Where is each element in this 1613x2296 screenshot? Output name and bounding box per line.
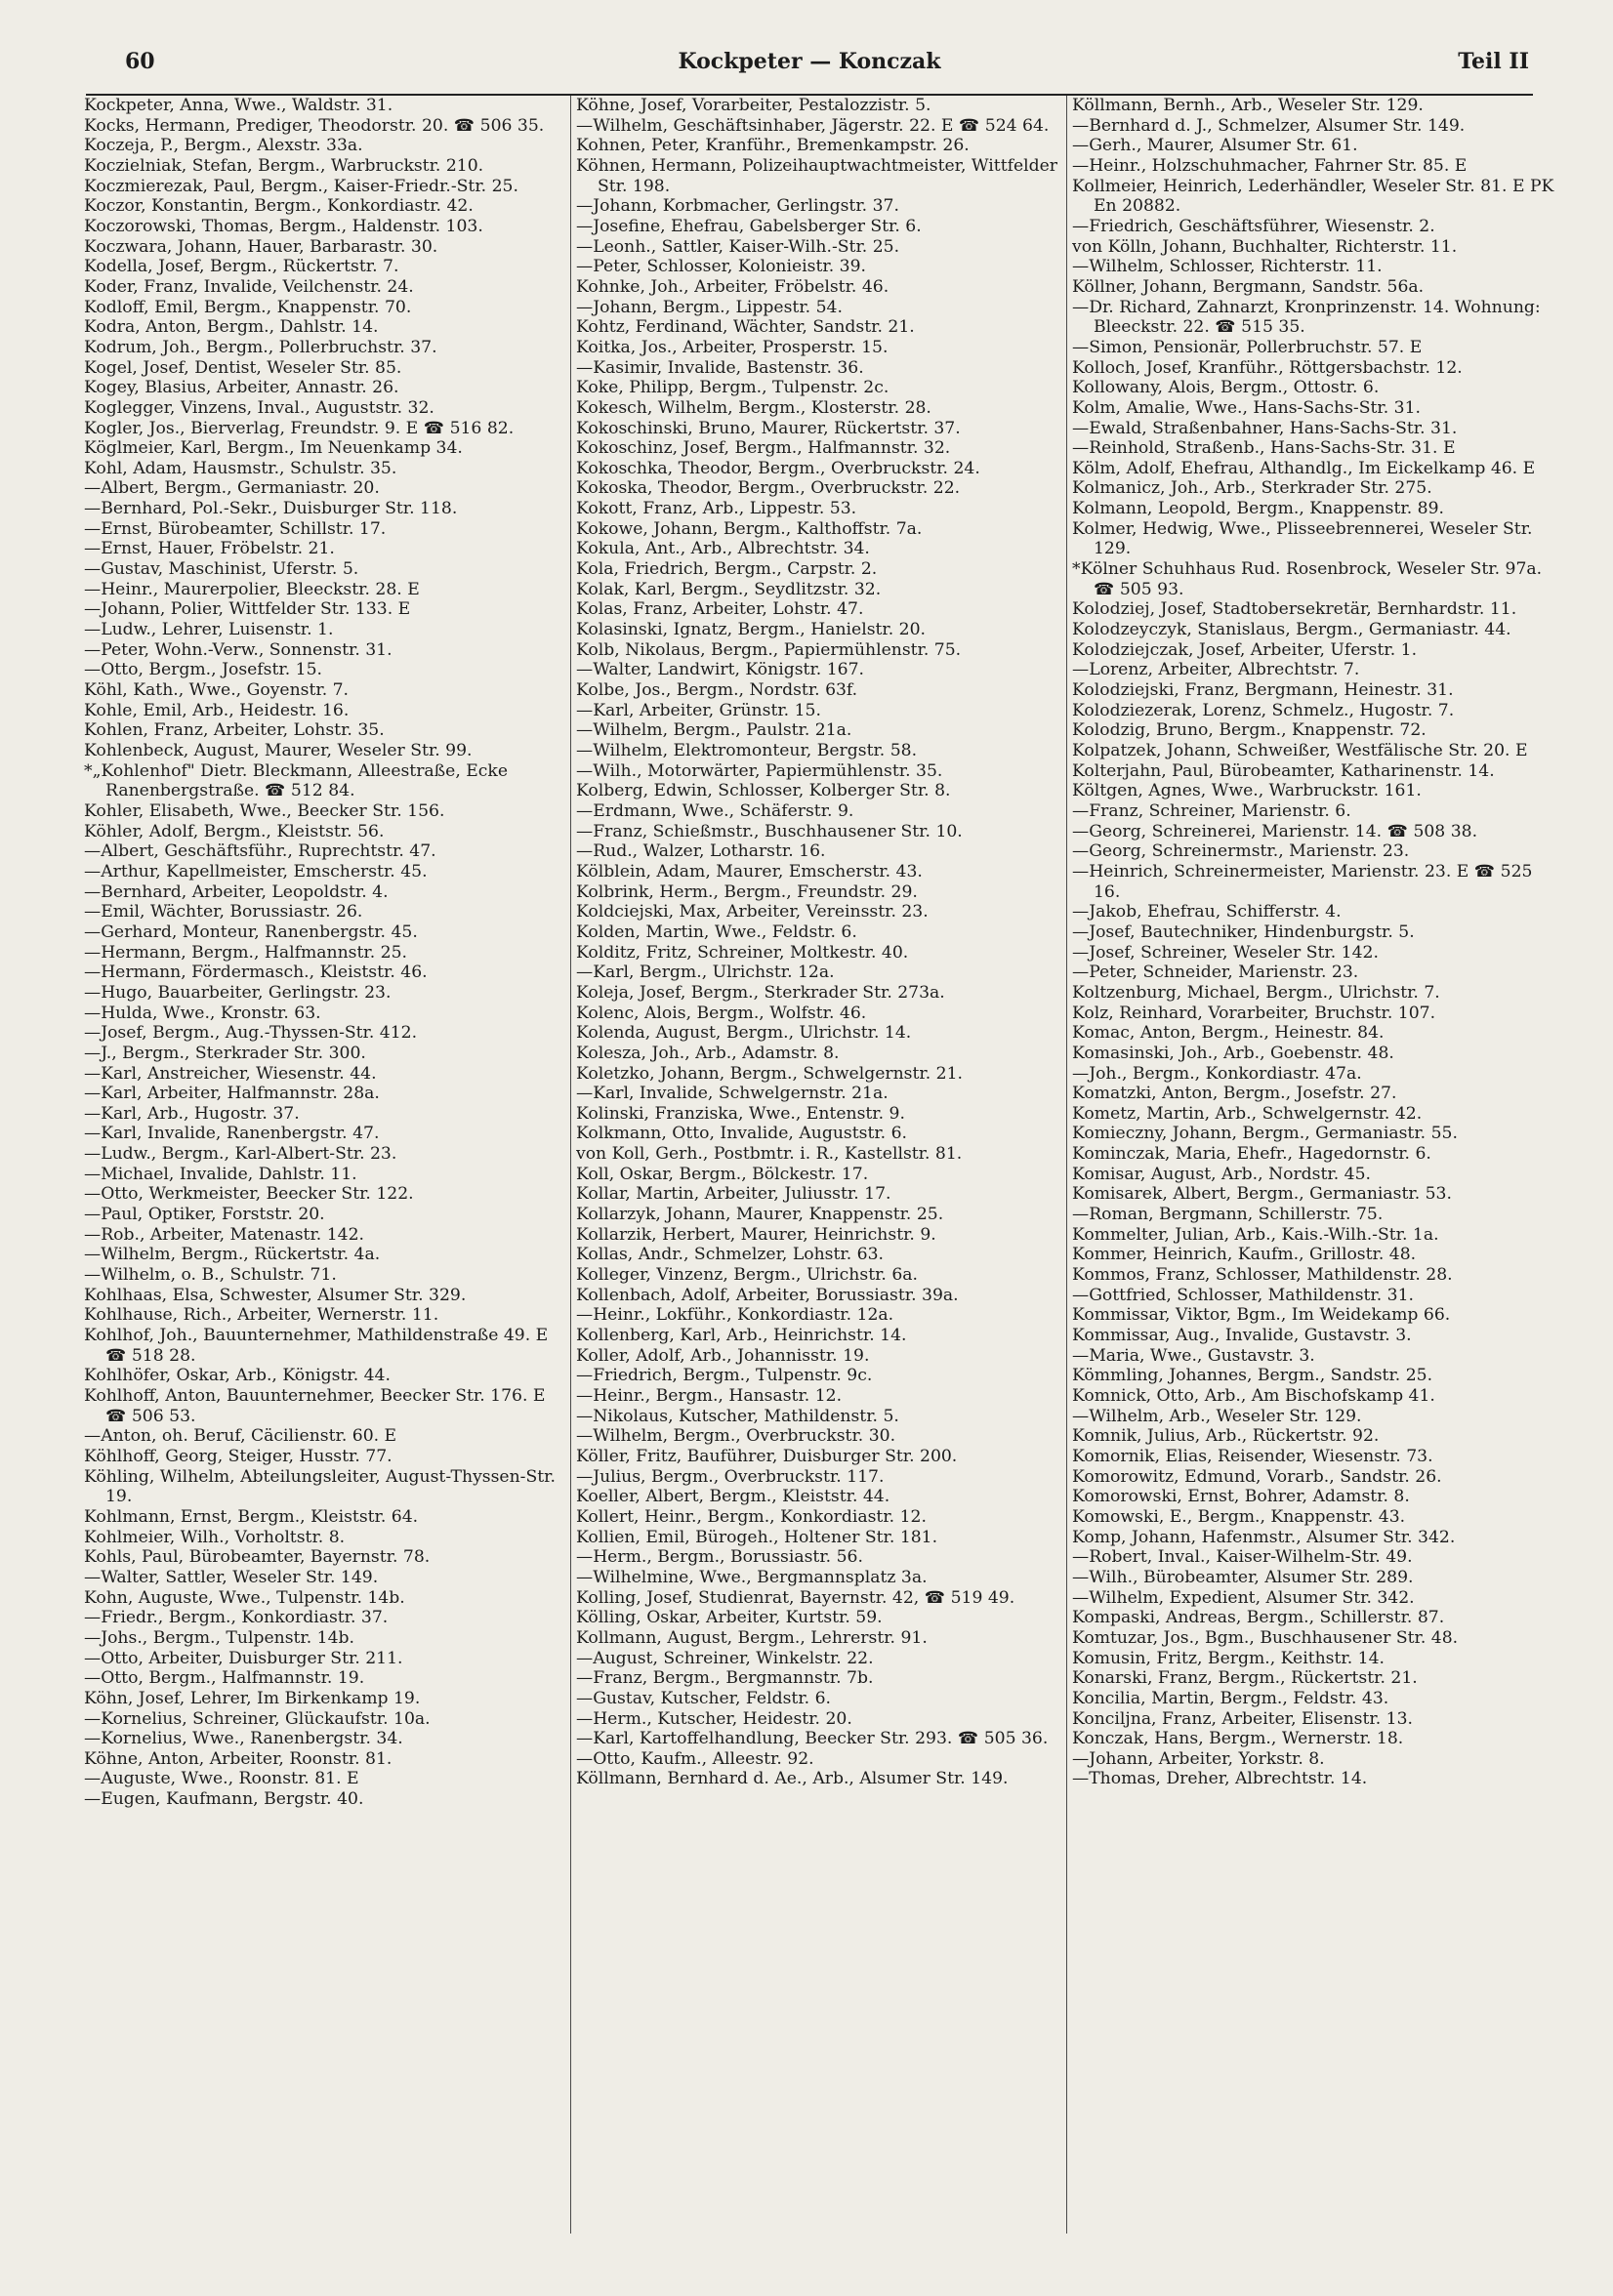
- directory-entry: —Bernhard d. J., Schmelzer, Alsumer Str. 149.: [1072, 115, 1466, 136]
- directory-entry: —Wilhelm, Elektromonteur, Bergstr. 58.: [576, 741, 918, 760]
- directory-entry: —Wilhelm, Bergm., Overbruckstr. 30.: [576, 1426, 896, 1447]
- directory-entry: —Wilhelm, Bergm., Rückertstr. 4a.: [84, 1245, 381, 1265]
- directory-entry: Kolenda, August, Bergm., Ulrichstr. 14.: [576, 1023, 912, 1044]
- directory-entry: Kohlhöfer, Oskar, Arb., Königstr. 44.: [84, 1366, 391, 1386]
- directory-entry: —Maria, Wwe., Gustavstr. 3.: [1072, 1345, 1315, 1366]
- directory-entry: Koczor, Konstantin, Bergm., Konkordiastr. 42.: [84, 196, 474, 217]
- directory-entry: —Herm., Kutscher, Heidestr. 20.: [576, 1708, 852, 1729]
- directory-entry: —Ewald, Straßenbahner, Hans-Sachs-Str. 31.: [1072, 418, 1458, 438]
- directory-entry: Kommissar, Aug., Invalide, Gustavstr. 3.: [1072, 1326, 1412, 1346]
- directory-entry: —Gerh., Maurer, Alsumer Str. 61.: [1072, 136, 1358, 156]
- directory-entry: Kolodziejczak, Josef, Arbeiter, Uferstr. 1.: [1072, 639, 1418, 660]
- directory-entry: —Simon, Pensionär, Pollerbruchstr. 57. E: [1072, 337, 1423, 357]
- directory-entry: —Heinrich, Schreinermeister, Marienstr. 23. E ☎ 525 16.: [1072, 861, 1533, 902]
- directory-entry: Kolditz, Fritz, Schreiner, Moltkestr. 40.: [576, 942, 909, 963]
- directory-entry: Kohnke, Joh., Arbeiter, Fröbelstr. 46.: [576, 276, 889, 297]
- directory-entry: —Otto, Kaufm., Alleestr. 92.: [576, 1748, 814, 1769]
- directory-entry: Kommissar, Viktor, Bgm., Im Weidekamp 66.: [1072, 1305, 1451, 1326]
- directory-entry: Köhlhoff, Georg, Steiger, Husstr. 77.: [84, 1446, 393, 1466]
- directory-entry: Komornik, Elias, Reisender, Wiesenstr. 73.: [1072, 1446, 1433, 1466]
- directory-entry: Koder, Franz, Invalide, Veilchenstr. 24.: [84, 276, 414, 297]
- part-label: Teil II: [1458, 49, 1529, 74]
- directory-entry: —Heinr., Bergm., Hansastr. 12.: [576, 1386, 843, 1406]
- directory-entry: Komowski, E., Bergm., Knappenstr. 43.: [1072, 1506, 1406, 1527]
- directory-entry: —Gerhard, Monteur, Ranenbergstr. 45.: [84, 922, 418, 942]
- directory-entry: Kolbe, Jos., Bergm., Nordstr. 63f.: [576, 680, 858, 701]
- directory-entry: Komorowitz, Edmund, Vorarb., Sandstr. 26.: [1072, 1466, 1442, 1487]
- directory-entry: Kollenbach, Adolf, Arbeiter, Borussiastr. 39a.: [576, 1285, 959, 1305]
- directory-entry: —Josef, Schreiner, Weseler Str. 142.: [1072, 942, 1379, 963]
- directory-entry: —Karl, Invalide, Ranenbergstr. 47.: [84, 1124, 380, 1144]
- directory-entry: Kolpatzek, Johann, Schweißer, Westfälische Str. 20. E: [1072, 741, 1528, 760]
- directory-entry: —Otto, Arbeiter, Duisburger Str. 211.: [84, 1648, 403, 1668]
- directory-entry: —Josef, Bergm., Aug.-Thyssen-Str. 412.: [84, 1023, 418, 1044]
- directory-entry: Kokoschka, Theodor, Bergm., Overbruckstr. 24.: [576, 458, 980, 478]
- directory-entry: Kokoschinz, Josef, Bergm., Halfmannstr. 32.: [576, 438, 951, 459]
- directory-entry: —Otto, Werkmeister, Beecker Str. 122.: [84, 1184, 414, 1205]
- directory-entry: Kolodziezerak, Lorenz, Schmelz., Hugostr. 7.: [1072, 700, 1455, 720]
- directory-entry: —Jakob, Ehefrau, Schifferstr. 4.: [1072, 902, 1342, 922]
- directory-entry: Kohlhof, Joh., Bauunternehmer, Mathildenstraße 49. E ☎ 518 28.: [84, 1326, 549, 1366]
- directory-entry: Kölm, Adolf, Ehefrau, Althandlg., Im Eickelkamp 46. E: [1072, 458, 1536, 478]
- directory-entry: Koczielniak, Stefan, Bergm., Warbruckstr. 210.: [84, 155, 484, 176]
- directory-entry: Köhne, Josef, Vorarbeiter, Pestalozzistr. 5.: [576, 96, 931, 115]
- directory-entry: Kokoschinski, Bruno, Maurer, Rückertstr. 37.: [576, 418, 961, 438]
- directory-entry: Kogey, Blasius, Arbeiter, Annastr. 26.: [84, 378, 399, 398]
- directory-entry: —Kasimir, Invalide, Bastenstr. 36.: [576, 357, 864, 378]
- directory-entry: Kohlhoff, Anton, Bauunternehmer, Beecker Str. 176. E ☎ 506 53.: [84, 1386, 546, 1426]
- directory-entry: —Karl, Kartoffelhandlung, Beecker Str. 293. ☎ 505 36.: [576, 1729, 1049, 1749]
- directory-entry: —Arthur, Kapellmeister, Emscherstr. 45.: [84, 861, 428, 882]
- directory-entry: Komorowski, Ernst, Bohrer, Adamstr. 8.: [1072, 1487, 1410, 1507]
- directory-entry: Kohnen, Peter, Kranführ., Bremenkampstr. 26.: [576, 136, 970, 156]
- directory-entry: —Wilhelm, o. B., Schulstr. 71.: [84, 1265, 337, 1286]
- directory-entry: Kohls, Paul, Bürobeamter, Bayernstr. 78.: [84, 1547, 431, 1568]
- directory-entry: —Leonh., Sattler, Kaiser-Wilh.-Str. 25.: [576, 236, 900, 257]
- directory-entry: Kodra, Anton, Bergm., Dahlstr. 14.: [84, 317, 379, 338]
- directory-entry: Komusin, Fritz, Bergm., Keithstr. 14.: [1072, 1648, 1385, 1668]
- directory-entry: Köllmann, Bernh., Arb., Weseler Str. 129.: [1072, 96, 1424, 115]
- directory-entry: —Ludw., Lehrer, Luisenstr. 1.: [84, 620, 334, 640]
- directory-entry: Komac, Anton, Bergm., Heinestr. 84.: [1072, 1023, 1385, 1044]
- directory-entry: —Friedr., Bergm., Konkordiastr. 37.: [84, 1608, 389, 1628]
- directory-entry: Kohle, Emil, Arb., Heidestr. 16.: [84, 700, 350, 720]
- directory-entry: Kokowe, Johann, Bergm., Kalthoffstr. 7a.: [576, 518, 923, 539]
- directory-entry: Kollert, Heinr., Bergm., Konkordiastr. 12.: [576, 1506, 927, 1527]
- directory-entry: Kolodzeyczyk, Stanislaus, Bergm., Germaniastr. 44.: [1072, 620, 1511, 640]
- directory-entry: Kollmann, August, Bergm., Lehrerstr. 91.: [576, 1627, 928, 1648]
- directory-entry: —Friedrich, Geschäftsführer, Wiesenstr. 2.: [1072, 216, 1435, 236]
- directory-entry: —Johann, Korbmacher, Gerlingstr. 37.: [576, 196, 899, 217]
- directory-entry: Kodloff, Emil, Bergm., Knappenstr. 70.: [84, 297, 412, 317]
- directory-entry: Komp, Johann, Hafenmstr., Alsumer Str. 342.: [1072, 1527, 1456, 1547]
- directory-entry: Kolasinski, Ignatz, Bergm., Hanielstr. 20.: [576, 620, 927, 640]
- directory-entry: —Johann, Arbeiter, Yorkstr. 8.: [1072, 1748, 1325, 1769]
- directory-entry: Kolodziejski, Franz, Bergmann, Heinestr. 31.: [1072, 680, 1454, 701]
- directory-entry: —Rob., Arbeiter, Matenastr. 142.: [84, 1224, 364, 1245]
- directory-entry: Komasinski, Joh., Arb., Goebenstr. 48.: [1072, 1043, 1394, 1063]
- directory-entry: —August, Schreiner, Winkelstr. 22.: [576, 1648, 874, 1668]
- directory-entry: —Gustav, Kutscher, Feldstr. 6.: [576, 1688, 831, 1708]
- directory-entry: Koller, Adolf, Arb., Johannisstr. 19.: [576, 1345, 870, 1366]
- directory-entry: Költgen, Agnes, Wwe., Warbruckstr. 161.: [1072, 781, 1422, 801]
- directory-entry: Koczeja, P., Bergm., Alexstr. 33a.: [84, 136, 363, 156]
- directory-entry: —Karl, Anstreicher, Wiesenstr. 44.: [84, 1063, 377, 1084]
- directory-entry: Koleja, Josef, Bergm., Sterkrader Str. 273a.: [576, 982, 945, 1003]
- directory-entry: Kolb, Nikolaus, Bergm., Papiermühlenstr. 75.: [576, 639, 962, 660]
- directory-entry: —Karl, Arbeiter, Halfmannstr. 28a.: [84, 1084, 380, 1104]
- directory-entry: —Walter, Landwirt, Königstr. 167.: [576, 660, 864, 680]
- directory-entry: Komisar, August, Arb., Nordstr. 45.: [1072, 1164, 1371, 1184]
- directory-entry: —Josefine, Ehefrau, Gabelsberger Str. 6.: [576, 216, 922, 236]
- directory-entry: Kolas, Franz, Arbeiter, Lohstr. 47.: [576, 599, 864, 620]
- directory-entry: —Nikolaus, Kutscher, Mathildenstr. 5.: [576, 1406, 899, 1426]
- directory-entry: —Eugen, Kaufmann, Bergstr. 40.: [84, 1789, 364, 1810]
- directory-entry: —Wilhelm, Schlosser, Richterstr. 11.: [1072, 257, 1383, 277]
- directory-entry: Koltzenburg, Michael, Bergm., Ulrichstr. 7.: [1072, 982, 1440, 1003]
- directory-entry: Köglmeier, Karl, Bergm., Im Neuenkamp 34.: [84, 438, 463, 459]
- directory-entry: Kolodziej, Josef, Stadtobersekretär, Bernhardstr. 11.: [1072, 599, 1517, 620]
- directory-entry: Komisarek, Albert, Bergm., Germaniastr. 53.: [1072, 1184, 1452, 1205]
- directory-entry: von Koll, Gerh., Postbmtr. i. R., Kastellstr. 81.: [576, 1144, 963, 1165]
- directory-entry: Kolinski, Franziska, Wwe., Entenstr. 9.: [576, 1103, 905, 1124]
- directory-entry: Kolden, Martin, Wwe., Feldstr. 6.: [576, 922, 857, 942]
- directory-entry: Kohlhause, Rich., Arbeiter, Wernerstr. 11.: [84, 1305, 439, 1326]
- directory-entry: Kommer, Heinrich, Kaufm., Grillostr. 48.: [1072, 1245, 1417, 1265]
- directory-entry: —Georg, Schreinerei, Marienstr. 14. ☎ 508 38.: [1072, 821, 1478, 841]
- directory-entry: Kolz, Reinhard, Vorarbeiter, Bruchstr. 107.: [1072, 1003, 1436, 1023]
- directory-entry: —Georg, Schreinermstr., Marienstr. 23.: [1072, 841, 1410, 862]
- directory-entry: Kollarzyk, Johann, Maurer, Knappenstr. 25.: [576, 1205, 944, 1225]
- directory-entry: Köhne, Anton, Arbeiter, Roonstr. 81.: [84, 1748, 393, 1769]
- directory-entry: Kolloch, Josef, Kranführ., Röttgersbachstr. 12.: [1072, 357, 1463, 378]
- directory-entry: —Julius, Bergm., Overbruckstr. 117.: [576, 1466, 885, 1487]
- directory-entry: —Herm., Bergm., Borussiastr. 56.: [576, 1547, 863, 1568]
- directory-entry: Komieczny, Johann, Bergm., Germaniastr. 55.: [1072, 1124, 1458, 1144]
- directory-entry: Komnik, Julius, Arb., Rückertstr. 92.: [1072, 1426, 1380, 1447]
- directory-entry: Kolodzig, Bruno, Bergm., Knappenstr. 72.: [1072, 720, 1427, 741]
- column-3: [1072, 96, 1554, 2234]
- directory-entry: Koitka, Jos., Arbeiter, Prosperstr. 15.: [576, 337, 889, 357]
- directory-entry: Konczak, Hans, Bergm., Wernerstr. 18.: [1072, 1729, 1404, 1749]
- directory-entry: —Karl, Arb., Hugostr. 37.: [84, 1103, 300, 1124]
- directory-entry: —Heinr., Maurerpolier, Bleeckstr. 28. E: [84, 579, 420, 599]
- column-divider: [1066, 96, 1067, 2234]
- directory-entry: —Karl, Invalide, Schwelgernstr. 21a.: [576, 1084, 889, 1104]
- directory-entry: Kokott, Franz, Arb., Lippestr. 53.: [576, 499, 857, 519]
- directory-entry: —Ernst, Bürobeamter, Schillstr. 17.: [84, 518, 387, 539]
- directory-entry: Koncilia, Martin, Bergm., Feldstr. 43.: [1072, 1688, 1389, 1708]
- directory-entry: —Franz, Schreiner, Marienstr. 6.: [1072, 800, 1351, 821]
- directory-entry: —Heinr., Lokführ., Konkordiastr. 12a.: [576, 1305, 894, 1326]
- directory-entry: —Franz, Bergm., Bergmannstr. 7b.: [576, 1668, 874, 1689]
- directory-entry: Kolmanicz, Joh., Arb., Sterkrader Str. 275.: [1072, 478, 1432, 499]
- directory-entry: Kömmling, Johannes, Bergm., Sandstr. 25.: [1072, 1366, 1433, 1386]
- directory-entry: Kocks, Hermann, Prediger, Theodorstr. 20. ☎ 506 35.: [84, 115, 545, 136]
- directory-entry: Kohlenbeck, August, Maurer, Weseler Str. 99.: [84, 741, 473, 760]
- directory-entry: —Rud., Walzer, Lotharstr. 16.: [576, 841, 826, 862]
- directory-entry: Köhling, Wilhelm, Abteilungsleiter, August-Thyssen-Str. 19.: [84, 1466, 556, 1507]
- directory-entry: Kommos, Franz, Schlosser, Mathildenstr. 28.: [1072, 1265, 1453, 1286]
- directory-entry: —Anton, oh. Beruf, Cäcilienstr. 60. E: [84, 1426, 397, 1447]
- directory-entry: Kolesza, Joh., Arb., Adamstr. 8.: [576, 1043, 840, 1063]
- column-2: [576, 96, 1058, 2234]
- directory-entry: Kollar, Martin, Arbeiter, Juliusstr. 17.: [576, 1184, 891, 1205]
- running-title: Kockpeter — Konczak: [678, 49, 941, 74]
- directory-entry: —Emil, Wächter, Borussiastr. 26.: [84, 902, 363, 922]
- directory-entry: —Dr. Richard, Zahnarzt, Kronprinzenstr. 14. Wohnung: Bleeckstr. 22. ☎ 515 35.: [1072, 297, 1541, 338]
- directory-entry: Koczorowski, Thomas, Bergm., Haldenstr. 103.: [84, 216, 483, 236]
- directory-entry: Koczmierezak, Paul, Bergm., Kaiser-Friedr.-Str. 25.: [84, 176, 518, 196]
- directory-entry: Kogel, Josef, Dentist, Weseler Str. 85.: [84, 357, 402, 378]
- directory-entry: —Albert, Geschäftsführ., Ruprechtstr. 47.: [84, 841, 436, 862]
- directory-entry: —Joh., Bergm., Konkordiastr. 47a.: [1072, 1063, 1362, 1084]
- directory-entry: —Gustav, Maschinist, Uferstr. 5.: [84, 559, 359, 580]
- directory-entry: —Hermann, Bergm., Halfmannstr. 25.: [84, 942, 407, 963]
- directory-entry: Kohlhaas, Elsa, Schwester, Alsumer Str. 329.: [84, 1285, 467, 1305]
- directory-entry: Kollarzik, Herbert, Maurer, Heinrichstr. 9.: [576, 1224, 936, 1245]
- directory-entry: Kollas, Andr., Schmelzer, Lohstr. 63.: [576, 1245, 884, 1265]
- directory-entry: —Wilhelm, Arb., Weseler Str. 129.: [1072, 1406, 1362, 1426]
- directory-entry: Kolterjahn, Paul, Bürobeamter, Katharinenstr. 14.: [1072, 760, 1495, 781]
- directory-entry: Kokula, Ant., Arb., Albrechtstr. 34.: [576, 539, 870, 559]
- directory-entry: —Wilhelm, Bergm., Paulstr. 21a.: [576, 720, 852, 741]
- directory-entry: —Wilhelm, Geschäftsinhaber, Jägerstr. 22. E ☎ 524 64.: [576, 115, 1050, 136]
- directory-entry: —Peter, Wohn.-Verw., Sonnenstr. 31.: [84, 639, 393, 660]
- directory-entry: Komatzki, Anton, Bergm., Josefstr. 27.: [1072, 1084, 1397, 1104]
- directory-entry: Kommelter, Julian, Arb., Kais.-Wilh.-Str. 1a.: [1072, 1224, 1439, 1245]
- directory-entry: Kohn, Auguste, Wwe., Tulpenstr. 14b.: [84, 1587, 405, 1608]
- directory-entry: Kolenc, Alois, Bergm., Wolfstr. 46.: [576, 1003, 867, 1023]
- directory-entry: —Bernhard, Arbeiter, Leopoldstr. 4.: [84, 882, 389, 902]
- directory-entry: Kohl, Adam, Hausmstr., Schulstr. 35.: [84, 458, 397, 478]
- directory-entry: —Ludw., Bergm., Karl-Albert-Str. 23.: [84, 1144, 397, 1165]
- directory-entry: —Kornelius, Wwe., Ranenbergstr. 34.: [84, 1729, 403, 1749]
- directory-entry: Köllner, Johann, Bergmann, Sandstr. 56a.: [1072, 276, 1425, 297]
- directory-entry: —Wilhelmine, Wwe., Bergmannsplatz 3a.: [576, 1567, 928, 1587]
- directory-entry: Kolleger, Vinzenz, Bergm., Ulrichstr. 6a.: [576, 1265, 918, 1286]
- directory-entry: Kohlmeier, Wilh., Vorholtstr. 8.: [84, 1527, 346, 1547]
- directory-entry: Kometz, Martin, Arb., Schwelgernstr. 42.: [1072, 1103, 1423, 1124]
- directory-entry: —Heinr., Holzschuhmacher, Fahrner Str. 85. E: [1072, 155, 1468, 176]
- directory-entry: Kohlmann, Ernst, Bergm., Kleiststr. 64.: [84, 1506, 419, 1527]
- directory-entry: —Johann, Polier, Wittfelder Str. 133. E: [84, 599, 411, 620]
- directory-entry: Kolmann, Leopold, Bergm., Knappenstr. 89.: [1072, 499, 1444, 519]
- directory-entry: —J., Bergm., Sterkrader Str. 300.: [84, 1043, 366, 1063]
- directory-entry: Kogler, Jos., Bierverlag, Freundstr. 9. E ☎ 516 82.: [84, 418, 515, 438]
- directory-entry: Koll, Oskar, Bergm., Bölckestr. 17.: [576, 1164, 869, 1184]
- directory-entry: Kokesch, Wilhelm, Bergm., Klosterstr. 28.: [576, 397, 931, 418]
- directory-entry: —Karl, Bergm., Ulrichstr. 12a.: [576, 963, 835, 983]
- directory-entry: —Reinhold, Straßenb., Hans-Sachs-Str. 31. E: [1072, 438, 1456, 459]
- directory-entry: —Ernst, Hauer, Fröbelstr. 21.: [84, 539, 335, 559]
- directory-entry: Kohlen, Franz, Arbeiter, Lohstr. 35.: [84, 720, 385, 741]
- directory-entry: —Johs., Bergm., Tulpenstr. 14b.: [84, 1627, 355, 1648]
- directory-entry: Kodella, Josef, Bergm., Rückertstr. 7.: [84, 257, 399, 277]
- directory-entry: Kollenberg, Karl, Arb., Heinrichstr. 14.: [576, 1326, 907, 1346]
- directory-entry: Kodrum, Joh., Bergm., Pollerbruchstr. 37.: [84, 337, 437, 357]
- directory-entry: Koldciejski, Max, Arbeiter, Vereinsstr. 23.: [576, 902, 929, 922]
- directory-entry: Kolm, Amalie, Wwe., Hans-Sachs-Str. 31.: [1072, 397, 1421, 418]
- directory-entry: Köllmann, Bernhard d. Ae., Arb., Alsumer Str. 149.: [576, 1769, 1009, 1789]
- directory-entry: —Erdmann, Wwe., Schäferstr. 9.: [576, 800, 854, 821]
- directory-entry: —Wilhelm, Expedient, Alsumer Str. 342.: [1072, 1587, 1415, 1608]
- directory-entry: Kokoska, Theodor, Bergm., Overbruckstr. 22.: [576, 478, 961, 499]
- directory-entry: Kompaski, Andreas, Bergm., Schillerstr. 87.: [1072, 1608, 1445, 1628]
- directory-entry: —Johann, Bergm., Lippestr. 54.: [576, 297, 843, 317]
- directory-entry: —Wilh., Motorwärter, Papiermühlenstr. 35.: [576, 760, 943, 781]
- directory-entry: —Albert, Bergm., Germaniastr. 20.: [84, 478, 380, 499]
- directory-entry: Kohtz, Ferdinand, Wächter, Sandstr. 21.: [576, 317, 915, 338]
- directory-entry: Koke, Philipp, Bergm., Tulpenstr. 2c.: [576, 378, 889, 398]
- directory-entry: Kohler, Elisabeth, Wwe., Beecker Str. 156.: [84, 800, 445, 821]
- directory-entry: Komtuzar, Jos., Bgm., Buschhausener Str. 48.: [1072, 1627, 1459, 1648]
- page-header: [86, 43, 1533, 96]
- directory-entry: —Otto, Bergm., Halfmannstr. 19.: [84, 1668, 365, 1689]
- directory-entry: —Hermann, Fördermasch., Kleiststr. 46.: [84, 963, 428, 983]
- directory-entry: Kölblein, Adam, Maurer, Emscherstr. 43.: [576, 861, 923, 882]
- directory-entry: —Bernhard, Pol.-Sekr., Duisburger Str. 118.: [84, 499, 458, 519]
- directory-entry: Kolak, Karl, Bergm., Seydlitzstr. 32.: [576, 579, 882, 599]
- directory-entry: —Roman, Bergmann, Schillerstr. 75.: [1072, 1205, 1384, 1225]
- directory-entry: Kollmeier, Heinrich, Lederhändler, Weseler Str. 81. E PK En 20882.: [1072, 176, 1554, 217]
- directory-entry: —Karl, Arbeiter, Grünstr. 15.: [576, 700, 821, 720]
- directory-entry: Köhnen, Hermann, Polizeihauptwachtmeister, Wittfelder Str. 198.: [576, 155, 1058, 196]
- directory-entry: —Robert, Inval., Kaiser-Wilhelm-Str. 49.: [1072, 1547, 1413, 1568]
- directory-entry: Koczwara, Johann, Hauer, Barbarastr. 30.: [84, 236, 438, 257]
- directory-entry: —Peter, Schlosser, Kolonieistr. 39.: [576, 257, 866, 277]
- directory-entry: Koglegger, Vinzens, Inval., Auguststr. 32.: [84, 397, 434, 418]
- directory-entry: —Auguste, Wwe., Roonstr. 81. E: [84, 1769, 359, 1789]
- column-divider: [570, 96, 571, 2234]
- directory-entry: —Franz, Schießmstr., Buschhausener Str. 10.: [576, 821, 963, 841]
- directory-entry: —Hulda, Wwe., Kronstr. 63.: [84, 1003, 321, 1023]
- directory-entry: Kolling, Josef, Studienrat, Bayernstr. 42, ☎ 519 49.: [576, 1587, 1015, 1608]
- directory-entry: Köhl, Kath., Wwe., Goyenstr. 7.: [84, 680, 350, 701]
- directory-entry: Koeller, Albert, Bergm., Kleiststr. 44.: [576, 1487, 890, 1507]
- directory-entry: *Kölner Schuhhaus Rud. Rosenbrock, Weseler Str. 97a. ☎ 505 93.: [1072, 559, 1543, 599]
- directory-entry: —Peter, Schneider, Marienstr. 23.: [1072, 963, 1359, 983]
- directory-entry: —Josef, Bautechniker, Hindenburgstr. 5.: [1072, 922, 1415, 942]
- directory-entry: —Friedrich, Bergm., Tulpenstr. 9c.: [576, 1366, 873, 1386]
- directory-entry: —Otto, Bergm., Josefstr. 15.: [84, 660, 322, 680]
- directory-entry: Kockpeter, Anna, Wwe., Waldstr. 31.: [84, 96, 393, 115]
- directory-entry: Kollien, Emil, Bürogeh., Holtener Str. 181.: [576, 1527, 938, 1547]
- page-number: 60: [125, 49, 155, 74]
- directory-entry: Kolbrink, Herm., Bergm., Freundstr. 29.: [576, 882, 918, 902]
- directory-entry: Kolberg, Edwin, Schlosser, Kolberger Str. 8.: [576, 781, 951, 801]
- directory-entry: —Kornelius, Schreiner, Glückaufstr. 10a.: [84, 1708, 431, 1729]
- column-1: [84, 96, 566, 2234]
- directory-entry: Koletzko, Johann, Bergm., Schwelgernstr. 21.: [576, 1063, 963, 1084]
- directory-entry: —Wilh., Bürobeamter, Alsumer Str. 289.: [1072, 1567, 1414, 1587]
- directory-entry: —Walter, Sattler, Weseler Str. 149.: [84, 1567, 379, 1587]
- directory-entry: —Thomas, Dreher, Albrechtstr. 14.: [1072, 1769, 1368, 1789]
- directory-entry: Konarski, Franz, Bergm., Rückertstr. 21.: [1072, 1668, 1418, 1689]
- directory-entry: Komnick, Otto, Arb., Am Bischofskamp 41.: [1072, 1386, 1435, 1406]
- directory-entry: —Michael, Invalide, Dahlstr. 11.: [84, 1164, 357, 1184]
- directory-entry: —Gottfried, Schlosser, Mathildenstr. 31.: [1072, 1285, 1415, 1305]
- directory-entry: Kolmer, Hedwig, Wwe., Plisseebrennerei, Weseler Str. 129.: [1072, 518, 1533, 559]
- directory-entry: Kölling, Oskar, Arbeiter, Kurtstr. 59.: [576, 1608, 883, 1628]
- directory-entry: *„Kohlenhof" Dietr. Bleckmann, Alleestraße, Ecke Ranenbergstraße. ☎ 512 84.: [84, 760, 509, 801]
- directory-entry: —Hugo, Bauarbeiter, Gerlingstr. 23.: [84, 982, 392, 1003]
- directory-entry: Köhn, Josef, Lehrer, Im Birkenkamp 19.: [84, 1688, 421, 1708]
- directory-entry: Kolkmann, Otto, Invalide, Auguststr. 6.: [576, 1124, 907, 1144]
- directory-entry: Konciljna, Franz, Arbeiter, Elisenstr. 13.: [1072, 1708, 1413, 1729]
- directory-entry: von Kölln, Johann, Buchhalter, Richterstr. 11.: [1072, 236, 1458, 257]
- directory-entry: Köller, Fritz, Bauführer, Duisburger Str. 200.: [576, 1446, 958, 1466]
- directory-entry: Kollowany, Alois, Bergm., Ottostr. 6.: [1072, 378, 1380, 398]
- directory-entry: Kominczak, Maria, Ehefr., Hagedornstr. 6.: [1072, 1144, 1431, 1165]
- directory-entry: Kola, Friedrich, Bergm., Carpstr. 2.: [576, 559, 878, 580]
- directory-entry: Köhler, Adolf, Bergm., Kleiststr. 56.: [84, 821, 385, 841]
- directory-entry: —Lorenz, Arbeiter, Albrechtstr. 7.: [1072, 660, 1360, 680]
- directory-entry: —Paul, Optiker, Forststr. 20.: [84, 1205, 325, 1225]
